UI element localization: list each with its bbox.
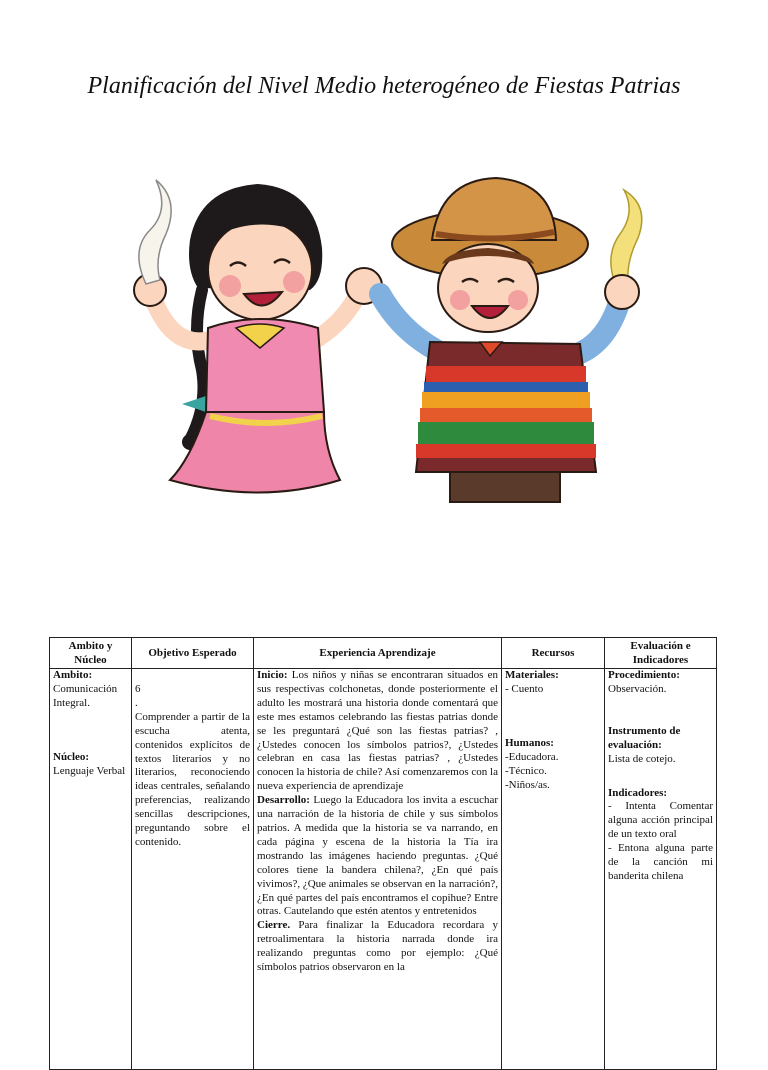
table-header-row [50,638,717,669]
humanos-item: -Niños/as. [505,778,550,791]
objetivo-number: 6 [135,683,141,695]
nucleo-value: Lenguaje Verbal [53,764,126,777]
materiales-item: - Cuento [505,682,544,695]
header-experiencia: Experiencia Aprendizaje [254,638,502,669]
header-objetivo: Objetivo Esperado [132,638,254,669]
cell-ambito-nucleo [50,669,132,1070]
header-evaluacion: Evaluación e Indicadores [605,638,717,669]
instrumento-label: Instrumento de evaluación: [608,724,681,751]
cell-experiencia [254,669,502,1070]
girl-braid [190,290,204,440]
humanos-label: Humanos: [505,736,554,749]
objetivo-dot: . [135,696,138,709]
cierre-label: Cierre. [257,919,291,932]
humanos-item: -Educadora. [505,750,559,763]
cell-objetivo [132,669,254,1070]
table-row [50,669,717,1070]
materiales-label: Materiales: [505,669,559,681]
procedimiento-label: Procedimiento: [608,669,680,681]
cell-evaluacion [605,669,717,1070]
indicador-item: - Entona alguna parte de la canción mi banderita chilena [608,842,713,882]
indicador-item: - Intenta Comentar alguna acción principal de un texto oral [608,800,713,841]
inicio-text: Los niños y niñas se encontraran situados en sus respectivas colchonetas, donde posteriormente el adulto les mostrará una historia donde comentará que este mes estamos celebrando las fiestas patrias donde se les preguntará ¿Qué son las fiestas patrias? , ¿Ustedes conocen los símbolos patrios?, ¿Ustedes celebran en casa las fiestas patrias? , ¿Ustedes conocen la historia de chile? Así comenzaremos con la nueva experiencia de aprendizaje [257,669,498,793]
header-recursos: Recursos [502,638,605,669]
desarrollo-label: Desarrollo: [257,794,310,807]
girl-handkerchief [139,180,171,284]
procedimiento-value: Observación. [608,682,667,695]
boy-handkerchief [611,190,642,286]
ambito-value: Comunicación Integral. [53,682,118,709]
cierre-text: Para finalizar la Educadora recordara y retroalimentara la historia narrada donde ira realizando preguntas como por ejemplo: ¿Qué símbolos patrios observaron en la [257,919,498,974]
instrumento-value: Lista de cotejo. [608,752,676,765]
nucleo-label: Núcleo: [53,750,90,763]
planning-table [49,637,717,1070]
document-title: Planificación del Nivel Medio heterogéneo de Fiestas Patrias [87,73,681,99]
desarrollo-text: Luego la Educadora los invita a escuchar una narración de la historia de chile y sus símbolos patrios. A medida que la historia se va narrando, en cada página y escena de la historia la Tía ira mostrando las imágenes haciendo preguntas. ¿Qué colores tiene la bandera chilena?, ¿En qué país vivimos?, ¿Que animales se observan en la narración?, ¿En qué partes del país encontramos el copihue? Entre otras. Cautelando que estén atentos y entretenidos [257,794,498,918]
objetivo-text: Comprender a partir de la escucha atenta, contenidos explícitos de textos literarios y no literarios, reconociendo ideas centrales, señalando preferencias, realizando sencillas descripciones, preguntando sobre el contenido. [135,710,250,848]
boy-hat-crown [432,178,556,240]
fiestas-patrias-illustration [110,160,670,510]
header-ambito-nucleo: Ambito y Núcleo [50,638,132,669]
inicio-label: Inicio: [257,669,288,681]
boy-right-hand [605,275,639,309]
humanos-item: -Técnico. [505,764,547,777]
ambito-label: Ambito: [53,669,93,681]
cell-recursos [502,669,605,1070]
indicadores-label: Indicadores: [608,786,668,799]
